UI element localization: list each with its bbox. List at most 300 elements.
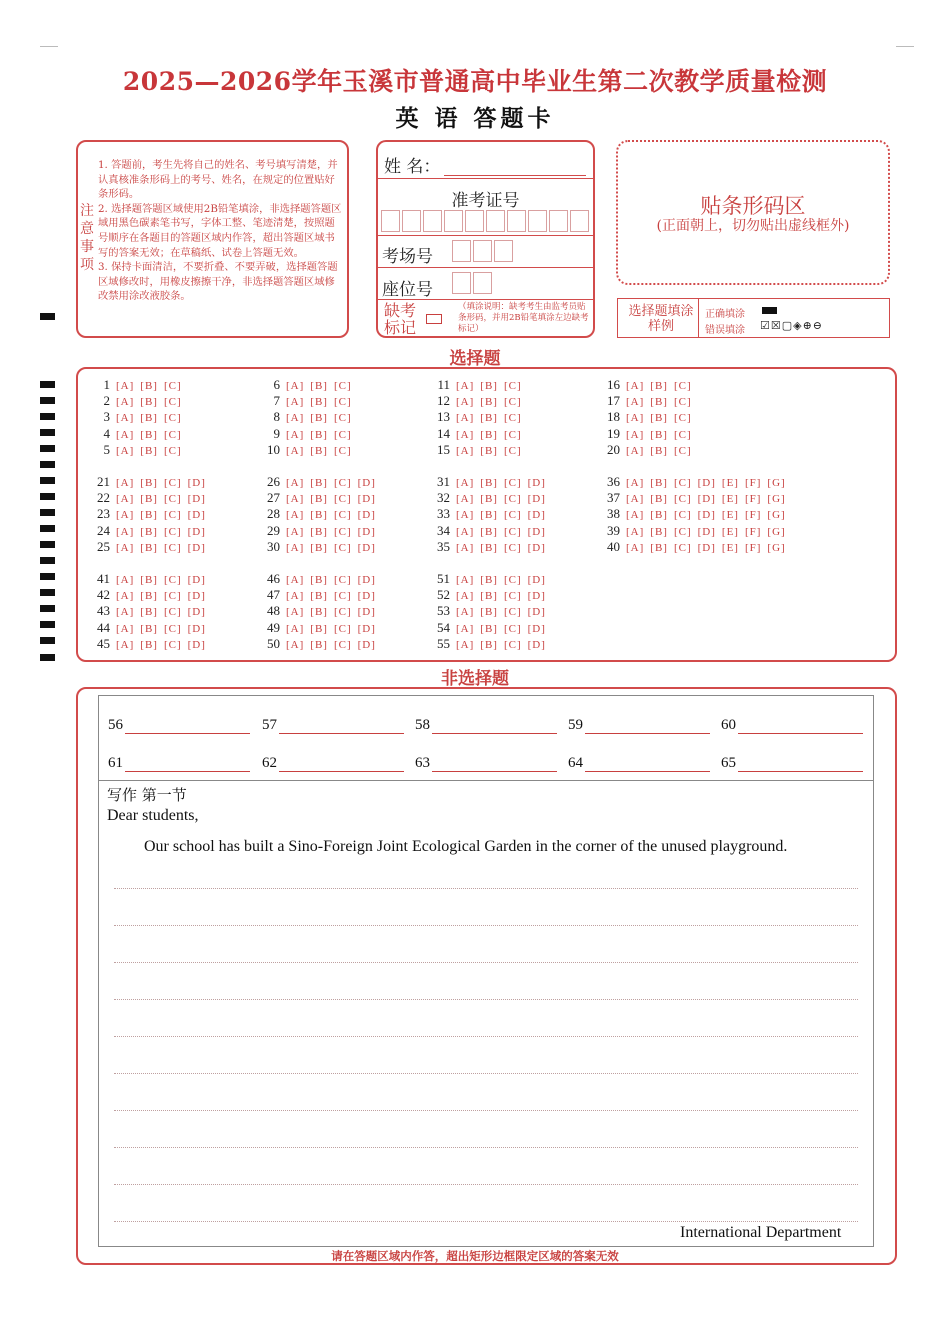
answer-bubble[interactable]: [C]	[333, 590, 352, 603]
answer-bubble[interactable]: [D]	[527, 541, 546, 554]
question-1	[92, 377, 188, 393]
answer-bubble[interactable]: [B]	[650, 541, 668, 554]
question-33	[432, 506, 552, 522]
answer-bubble[interactable]: [G]	[767, 525, 786, 538]
answer-bubble[interactable]: [B]	[480, 444, 498, 457]
question-number: 31	[437, 474, 450, 489]
answer-bubble[interactable]: [A]	[116, 509, 135, 522]
answer-bubble[interactable]: [A]	[116, 525, 135, 538]
blank-line[interactable]	[432, 757, 557, 772]
answer-bubble[interactable]: [A]	[116, 477, 135, 489]
question-51	[432, 571, 552, 587]
answer-bubble[interactable]: [D]	[527, 493, 546, 506]
answer-bubble[interactable]: [A]	[116, 380, 135, 392]
blank-number: 64	[568, 755, 583, 771]
writing-line[interactable]	[114, 998, 858, 1000]
divider	[378, 299, 593, 300]
answer-bubble[interactable]: [C]	[503, 606, 522, 619]
answer-bubble[interactable]: [A]	[456, 428, 475, 441]
blank-line[interactable]	[125, 757, 250, 772]
answer-bubble[interactable]: [C]	[503, 380, 522, 392]
divider	[98, 780, 874, 781]
answer-bubble[interactable]: [B]	[310, 444, 328, 457]
blank-60[interactable]	[721, 717, 863, 734]
answer-bubble[interactable]: [D]	[357, 606, 376, 619]
answer-bubble[interactable]: [A]	[286, 477, 305, 489]
answer-bubble[interactable]: [D]	[357, 541, 376, 554]
answer-bubble[interactable]: [D]	[357, 477, 376, 489]
question-number: 29	[267, 522, 280, 538]
answer-bubble[interactable]: [C]	[503, 396, 522, 409]
answer-bubble[interactable]: [D]	[527, 622, 546, 635]
answer-bubble[interactable]: [A]	[456, 574, 475, 586]
answer-bubble[interactable]: [D]	[187, 477, 206, 489]
answer-bubble[interactable]: [C]	[163, 590, 182, 603]
question-number: 38	[607, 506, 620, 522]
answer-bubble[interactable]: [C]	[503, 444, 522, 457]
answer-bubble[interactable]: [C]	[333, 380, 352, 392]
answer-bubble[interactable]: [A]	[626, 412, 645, 425]
answer-bubble[interactable]: [B]	[480, 638, 498, 651]
answer-bubble[interactable]: [C]	[163, 396, 182, 409]
answer-bubble[interactable]: [E]	[721, 493, 739, 506]
answer-bubble[interactable]: [B]	[480, 606, 498, 619]
timing-mark	[40, 621, 55, 628]
answer-bubble[interactable]: [C]	[673, 493, 692, 506]
answer-bubble[interactable]: [C]	[503, 509, 522, 522]
answer-bubble[interactable]: [C]	[503, 638, 522, 651]
answer-bubble[interactable]: [C]	[673, 444, 692, 457]
answer-bubble[interactable]: [D]	[187, 590, 206, 603]
answer-bubble[interactable]: [F]	[744, 541, 762, 554]
answer-bubble[interactable]: [A]	[456, 638, 475, 651]
answer-bubble[interactable]: [F]	[744, 493, 762, 506]
answer-bubble[interactable]: [B]	[310, 622, 328, 635]
answer-bubble[interactable]: [D]	[357, 509, 376, 522]
answer-bubble[interactable]: [A]	[116, 493, 135, 506]
answer-bubble[interactable]: [A]	[286, 525, 305, 538]
answer-bubble[interactable]: [A]	[286, 444, 305, 457]
answer-bubble[interactable]: [D]	[527, 509, 546, 522]
answer-bubble[interactable]: [C]	[333, 638, 352, 651]
answer-bubble[interactable]: [C]	[333, 428, 352, 441]
answer-bubble[interactable]: [C]	[673, 412, 692, 425]
answer-bubble[interactable]: [G]	[767, 509, 786, 522]
answer-bubble[interactable]: [C]	[503, 525, 522, 538]
answer-bubble[interactable]: [A]	[456, 380, 475, 392]
answer-bubble[interactable]: [C]	[163, 380, 182, 392]
blank-line[interactable]	[585, 757, 710, 772]
question-9	[262, 426, 358, 442]
answer-bubble[interactable]: [A]	[116, 396, 135, 409]
question-number: 42	[97, 587, 110, 603]
answer-bubble[interactable]: [B]	[140, 622, 158, 635]
answer-bubble[interactable]: [B]	[480, 525, 498, 538]
question-40	[602, 539, 792, 555]
answer-bubble[interactable]: [D]	[187, 574, 206, 586]
answer-bubble[interactable]: [C]	[333, 606, 352, 619]
question-27	[262, 490, 382, 506]
answer-bubble[interactable]: [B]	[650, 428, 668, 441]
answer-bubble[interactable]: [B]	[310, 396, 328, 409]
blank-58[interactable]	[415, 717, 557, 734]
writing-line[interactable]	[114, 887, 858, 889]
blank-number: 65	[721, 755, 736, 771]
answer-bubble[interactable]: [C]	[503, 493, 522, 506]
answer-bubble[interactable]: [D]	[527, 638, 546, 651]
answer-bubble[interactable]: [A]	[286, 509, 305, 522]
answer-bubble[interactable]: [C]	[333, 477, 352, 489]
answer-bubble[interactable]: [B]	[650, 477, 668, 489]
answer-bubble[interactable]: [E]	[721, 541, 739, 554]
answer-bubble[interactable]: [C]	[333, 396, 352, 409]
answer-bubble[interactable]: [A]	[626, 444, 645, 457]
answer-bubble[interactable]: [A]	[286, 590, 305, 603]
answer-bubble[interactable]: [A]	[456, 622, 475, 635]
answer-bubble[interactable]: [A]	[456, 493, 475, 506]
room-label: 考场号	[382, 247, 433, 267]
answer-bubble[interactable]: [A]	[286, 541, 305, 554]
answer-bubble[interactable]: [C]	[333, 444, 352, 457]
answer-bubble[interactable]: [D]	[527, 525, 546, 538]
question-15	[432, 442, 528, 458]
question-38	[602, 506, 792, 522]
answer-bubble[interactable]: [A]	[456, 477, 475, 489]
answer-bubble[interactable]: [D]	[697, 541, 716, 554]
answer-bubble[interactable]: [B]	[140, 638, 158, 651]
answer-bubble[interactable]: [B]	[310, 574, 328, 586]
blank-56[interactable]	[108, 717, 250, 734]
blank-number: 62	[262, 755, 277, 771]
answer-bubble[interactable]: [D]	[187, 541, 206, 554]
answer-bubble[interactable]: [B]	[310, 493, 328, 506]
answer-bubble[interactable]: [C]	[673, 477, 692, 489]
question-21	[92, 474, 212, 490]
writing-line[interactable]	[114, 1220, 858, 1222]
timing-mark	[40, 429, 55, 436]
answer-bubble[interactable]: [C]	[503, 412, 522, 425]
writing-line[interactable]	[114, 1072, 858, 1074]
answer-bubble[interactable]: [D]	[187, 493, 206, 506]
answer-bubble[interactable]: [A]	[456, 412, 475, 425]
answer-frame	[98, 695, 874, 1247]
question-number: 17	[607, 393, 620, 409]
blank-62[interactable]	[262, 755, 404, 772]
answer-bubble[interactable]: [C]	[503, 622, 522, 635]
answer-bubble[interactable]: [B]	[140, 606, 158, 619]
answer-bubble[interactable]: [F]	[744, 509, 762, 522]
answer-bubble[interactable]: [B]	[480, 477, 498, 489]
writing-line[interactable]	[114, 1146, 858, 1148]
question-number: 55	[437, 635, 450, 651]
answer-bubble[interactable]: [D]	[187, 525, 206, 538]
answer-bubble[interactable]: [B]	[140, 590, 158, 603]
answer-bubble[interactable]: [D]	[527, 606, 546, 619]
answer-bubble[interactable]: [B]	[480, 541, 498, 554]
answer-bubble[interactable]: [A]	[286, 493, 305, 506]
answer-bubble[interactable]: [B]	[310, 541, 328, 554]
blank-line[interactable]	[738, 719, 863, 734]
answer-bubble[interactable]: [B]	[650, 444, 668, 457]
answer-bubble[interactable]: [A]	[286, 622, 305, 635]
answer-bubble[interactable]: [B]	[310, 509, 328, 522]
answer-bubble[interactable]: [B]	[310, 606, 328, 619]
answer-bubble[interactable]: [C]	[673, 428, 692, 441]
answer-bubble[interactable]: [G]	[767, 541, 786, 554]
answer-bubble[interactable]: [C]	[333, 574, 352, 586]
blank-line[interactable]	[585, 719, 710, 734]
answer-bubble[interactable]: [B]	[140, 412, 158, 425]
answer-bubble[interactable]: [B]	[310, 477, 328, 489]
answer-bubble[interactable]: [C]	[163, 525, 182, 538]
answer-bubble[interactable]: [A]	[626, 428, 645, 441]
question-number: 33	[437, 506, 450, 522]
question-55	[432, 636, 552, 652]
blank-line[interactable]	[279, 719, 404, 734]
answer-bubble[interactable]: [C]	[163, 477, 182, 489]
signature: International Department	[680, 1224, 842, 1241]
answer-bubble[interactable]: [A]	[286, 396, 305, 409]
question-number: 4	[103, 425, 110, 441]
answer-bubble[interactable]: [B]	[310, 412, 328, 425]
answer-bubble[interactable]: [C]	[163, 428, 182, 441]
seat-cells[interactable]	[452, 272, 494, 298]
answer-bubble[interactable]: [B]	[480, 574, 498, 586]
answer-bubble[interactable]: [A]	[286, 428, 305, 441]
blank-63[interactable]	[415, 755, 557, 772]
answer-bubble[interactable]: [B]	[140, 509, 158, 522]
answer-bubble[interactable]: [A]	[116, 444, 135, 457]
answer-bubble[interactable]: [A]	[626, 380, 645, 392]
answer-bubble[interactable]: [A]	[456, 590, 475, 603]
answer-bubble[interactable]: [B]	[140, 493, 158, 506]
wrong-marks-icon: ☑☒▢◈⊕⊖	[760, 319, 824, 332]
answer-bubble[interactable]: [B]	[140, 541, 158, 554]
answer-bubble[interactable]: [B]	[310, 380, 328, 392]
answer-bubble[interactable]: [D]	[357, 622, 376, 635]
answer-bubble[interactable]: [C]	[673, 396, 692, 409]
answer-bubble[interactable]: [C]	[163, 493, 182, 506]
name-row	[384, 152, 440, 177]
name-field[interactable]	[444, 175, 586, 176]
answer-bubble[interactable]: [F]	[744, 477, 762, 489]
candidate-info-box	[376, 140, 595, 338]
answer-bubble[interactable]: [B]	[140, 444, 158, 457]
answer-bubble[interactable]: [A]	[626, 493, 645, 506]
writing-line[interactable]	[114, 1183, 858, 1185]
question-number: 22	[97, 490, 110, 506]
exam-id-cells[interactable]	[381, 210, 591, 236]
answer-bubble[interactable]: [A]	[286, 638, 305, 651]
answer-bubble[interactable]: [E]	[721, 509, 739, 522]
answer-bubble[interactable]: [D]	[187, 638, 206, 651]
answer-bubble[interactable]: [B]	[650, 493, 668, 506]
answer-bubble[interactable]: [G]	[767, 477, 786, 489]
answer-bubble[interactable]: [B]	[650, 380, 668, 392]
notice-text	[98, 158, 342, 304]
question-number: 35	[437, 538, 450, 554]
answer-bubble[interactable]: [A]	[116, 606, 135, 619]
answer-bubble[interactable]: [A]	[456, 525, 475, 538]
exam-id-label: 准考证号	[451, 191, 520, 211]
answer-bubble[interactable]: [B]	[480, 428, 498, 441]
absent-checkbox[interactable]	[426, 314, 442, 324]
answer-bubble[interactable]: [A]	[286, 380, 305, 392]
answer-bubble[interactable]: [B]	[650, 525, 668, 538]
answer-bubble[interactable]: [A]	[456, 509, 475, 522]
answer-bubble[interactable]: [C]	[333, 622, 352, 635]
answer-bubble[interactable]: [C]	[673, 380, 692, 392]
question-26	[262, 474, 382, 490]
answer-bubble[interactable]: [B]	[480, 380, 498, 392]
answer-bubble[interactable]: [B]	[310, 428, 328, 441]
answer-bubble[interactable]: [C]	[163, 412, 182, 425]
answer-bubble[interactable]: [F]	[744, 525, 762, 538]
answer-bubble[interactable]: [D]	[357, 574, 376, 586]
answer-bubble[interactable]: [D]	[187, 509, 206, 522]
answer-bubble[interactable]: [D]	[357, 638, 376, 651]
answer-bubble[interactable]: [D]	[697, 477, 716, 489]
answer-bubble[interactable]: [A]	[626, 509, 645, 522]
timing-mark	[40, 493, 55, 500]
blank-61[interactable]	[108, 755, 250, 772]
answer-bubble[interactable]: [A]	[116, 574, 135, 586]
answer-bubble[interactable]: [C]	[673, 541, 692, 554]
blank-65[interactable]	[721, 755, 863, 772]
answer-bubble[interactable]: [A]	[116, 541, 135, 554]
answer-bubble[interactable]: [B]	[480, 396, 498, 409]
question-number: 53	[437, 603, 450, 619]
answer-bubble[interactable]: [C]	[333, 525, 352, 538]
blank-line[interactable]	[432, 719, 557, 734]
answer-bubble[interactable]: [A]	[626, 477, 645, 489]
blank-59[interactable]	[568, 717, 710, 734]
answer-bubble[interactable]: [B]	[140, 396, 158, 409]
answer-bubble[interactable]: [B]	[310, 638, 328, 651]
writing-line[interactable]	[114, 924, 858, 926]
answer-bubble[interactable]: [C]	[333, 412, 352, 425]
answer-bubble[interactable]: [D]	[697, 493, 716, 506]
answer-bubble[interactable]: [B]	[650, 396, 668, 409]
answer-bubble[interactable]: [B]	[650, 509, 668, 522]
answer-bubble[interactable]: [C]	[503, 428, 522, 441]
answer-bubble[interactable]: [A]	[286, 574, 305, 586]
name-label: 姓 名：	[384, 157, 441, 177]
answer-bubble[interactable]: [C]	[163, 638, 182, 651]
answer-bubble[interactable]: [D]	[527, 477, 546, 489]
blank-64[interactable]	[568, 755, 710, 772]
timing-mark	[40, 477, 55, 484]
answer-bubble[interactable]: [D]	[357, 590, 376, 603]
page-subtitle: 英 语 答题卡	[395, 106, 555, 132]
room-cells[interactable]	[452, 240, 515, 266]
answer-bubble[interactable]: [B]	[140, 380, 158, 392]
answer-bubble[interactable]: [A]	[626, 541, 645, 554]
answer-bubble[interactable]: [A]	[456, 606, 475, 619]
answer-bubble[interactable]: [A]	[116, 428, 135, 441]
answer-bubble[interactable]: [B]	[480, 622, 498, 635]
answer-bubble[interactable]: [D]	[187, 606, 206, 619]
question-17	[602, 393, 698, 409]
answer-bubble[interactable]: [C]	[163, 606, 182, 619]
answer-bubble[interactable]: [C]	[333, 541, 352, 554]
question-number: 7	[273, 393, 280, 409]
answer-bubble[interactable]: [A]	[456, 541, 475, 554]
answer-bubble[interactable]: [B]	[140, 477, 158, 489]
footer-note: 请在答题区域内作答，超出矩形边框限定区域的答案无效	[331, 1249, 619, 1263]
answer-bubble[interactable]: [B]	[310, 525, 328, 538]
question-46	[262, 571, 382, 587]
answer-bubble[interactable]: [B]	[480, 493, 498, 506]
answer-bubble[interactable]: [D]	[357, 493, 376, 506]
answer-bubble[interactable]: [A]	[116, 622, 135, 635]
answer-bubble[interactable]: [B]	[480, 590, 498, 603]
answer-bubble[interactable]: [C]	[333, 509, 352, 522]
blank-line[interactable]	[279, 757, 404, 772]
answer-bubble[interactable]: [C]	[163, 622, 182, 635]
answer-bubble[interactable]: [D]	[187, 622, 206, 635]
writing-line[interactable]	[114, 1109, 858, 1111]
divider	[378, 267, 593, 268]
answer-bubble[interactable]: [B]	[480, 509, 498, 522]
answer-bubble[interactable]: [C]	[503, 574, 522, 586]
answer-bubble[interactable]: [B]	[650, 412, 668, 425]
answer-bubble[interactable]: [B]	[140, 428, 158, 441]
answer-bubble[interactable]: [B]	[140, 525, 158, 538]
answer-bubble[interactable]: [A]	[286, 412, 305, 425]
answer-bubble[interactable]: [D]	[697, 509, 716, 522]
writing-line[interactable]	[114, 1035, 858, 1037]
answer-bubble[interactable]: [D]	[357, 525, 376, 538]
answer-bubble[interactable]: [G]	[767, 493, 786, 506]
answer-bubble[interactable]: [A]	[116, 590, 135, 603]
answer-bubble[interactable]: [C]	[333, 493, 352, 506]
answer-bubble[interactable]: [C]	[673, 509, 692, 522]
answer-bubble[interactable]: [C]	[503, 590, 522, 603]
question-number: 34	[437, 522, 450, 538]
answer-bubble[interactable]: [E]	[721, 525, 739, 538]
answer-bubble[interactable]: [C]	[163, 509, 182, 522]
blank-57[interactable]	[262, 717, 404, 734]
question-35	[432, 539, 552, 555]
answer-bubble[interactable]: [A]	[286, 606, 305, 619]
answer-bubble[interactable]: [B]	[140, 574, 158, 586]
answer-bubble[interactable]: [C]	[503, 477, 522, 489]
answer-bubble[interactable]: [E]	[721, 477, 739, 489]
answer-bubble[interactable]: [A]	[456, 396, 475, 409]
answer-bubble[interactable]: [C]	[163, 541, 182, 554]
answer-bubble[interactable]: [A]	[626, 396, 645, 409]
answer-bubble[interactable]: [D]	[527, 574, 546, 586]
question-number: 50	[267, 635, 280, 651]
answer-bubble[interactable]: [C]	[163, 574, 182, 586]
writing-line[interactable]	[114, 961, 858, 963]
answer-bubble[interactable]: [A]	[116, 638, 135, 651]
answer-bubble[interactable]: [B]	[480, 412, 498, 425]
blank-line[interactable]	[125, 719, 250, 734]
answer-bubble[interactable]: [C]	[673, 525, 692, 538]
question-4	[92, 426, 188, 442]
answer-bubble[interactable]: [A]	[456, 444, 475, 457]
blank-line[interactable]	[738, 757, 863, 772]
answer-bubble[interactable]: [D]	[697, 525, 716, 538]
answer-bubble[interactable]: [A]	[626, 525, 645, 538]
answer-bubble[interactable]: [C]	[163, 444, 182, 457]
answer-bubble[interactable]: [D]	[527, 590, 546, 603]
answer-bubble[interactable]: [A]	[116, 412, 135, 425]
answer-bubble[interactable]: [C]	[503, 541, 522, 554]
answer-bubble[interactable]: [B]	[310, 590, 328, 603]
